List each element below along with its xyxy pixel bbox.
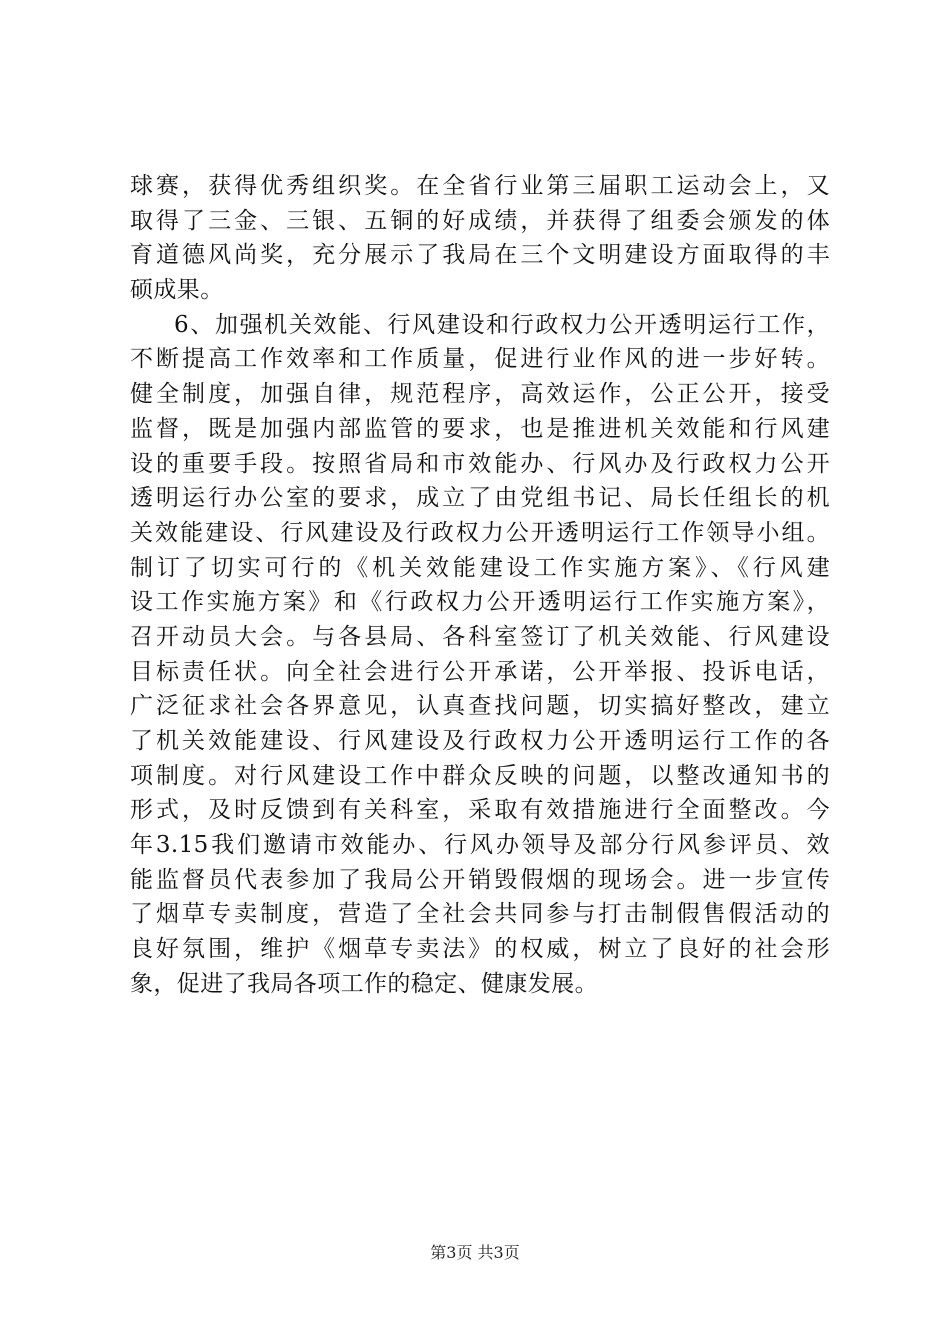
text-line-paragraph-start: 6、加强机关效能、行风建设和行政权力公开透明运行工作， xyxy=(174,311,830,338)
text-line: 广泛征求社会各界意见，认真查找问题，切实搞好整改，建立 xyxy=(130,693,830,720)
text-line: 了机关效能建设、行风建设及行政权力公开透明运行工作的各 xyxy=(130,728,830,754)
text-line: 硕成果。 xyxy=(130,277,224,304)
text-line: 象，促进了我局各项工作的稳定、健康发展。 xyxy=(130,970,598,997)
text-line: 关效能建设、行风建设及行政权力公开透明运行工作领导小组。 xyxy=(130,519,830,546)
text-line: 目标责任状。向全社会进行公开承诺，公开举报、投诉电话， xyxy=(130,658,830,685)
body-text xyxy=(130,169,830,1002)
text-line: 了烟草专卖制度，营造了全社会共同参与打击制假售假活动的 xyxy=(130,901,830,928)
text-line: 制订了切实可行的《机关效能建设工作实施方案》、《行风建 xyxy=(130,554,830,581)
text-line: 设工作实施方案》和《行政权力公开透明运行工作实施方案》， xyxy=(130,589,830,616)
text-line: 召开动员大会。与各县局、各科室签订了机关效能、行风建设 xyxy=(130,623,830,650)
text-line: 不断提高工作效率和工作质量，促进行业作风的进一步好转。 xyxy=(130,346,830,373)
text-line: 健全制度，加强自律，规范程序，高效运作，公正公开，接受 xyxy=(130,381,830,408)
text-line: 能监督员代表参加了我局公开销毁假烟的现场会。进一步宣传 xyxy=(130,866,830,893)
page-footer: 第3页 共3页 xyxy=(430,1243,520,1262)
text-line: 监督，既是加强内部监管的要求，也是推进机关效能和行风建 xyxy=(130,415,830,442)
text-line: 形式，及时反馈到有关科室，采取有效措施进行全面整改。今 xyxy=(130,797,830,824)
text-line: 良好氛围，维护《烟草专卖法》的权威，树立了良好的社会形 xyxy=(130,936,830,963)
text-line: 设的重要手段。按照省局和市效能办、行风办及行政权力公开 xyxy=(130,450,830,477)
text-line: 球赛，获得优秀组织奖。在全省行业第三届职工运动会上，又 xyxy=(130,173,830,199)
text-line: 育道德风尚奖，充分展示了我局在三个文明建设方面取得的丰 xyxy=(130,242,830,269)
text-line: 年3.15我们邀请市效能办、行风办领导及部分行风参评员、效 xyxy=(130,832,830,859)
text-line: 透明运行办公室的要求，成立了由党组书记、局长任组长的机 xyxy=(130,485,830,512)
text-line: 取得了三金、三银、五铜的好成绩，并获得了组委会颁发的体 xyxy=(130,207,830,234)
text-line: 项制度。对行风建设工作中群众反映的问题，以整改通知书的 xyxy=(130,762,830,789)
